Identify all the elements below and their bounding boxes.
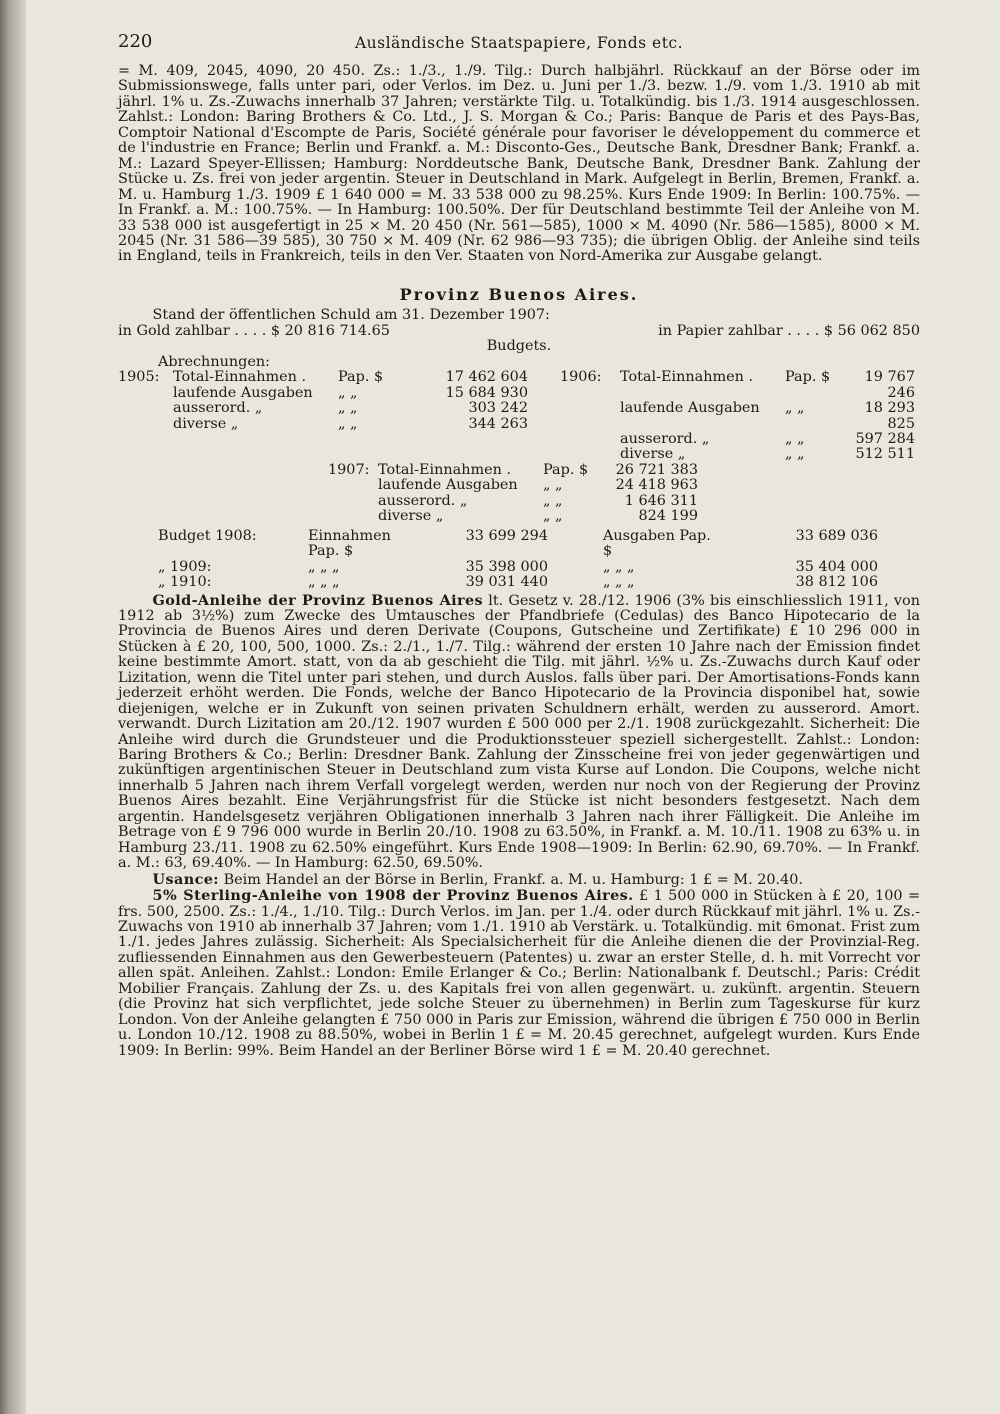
finance-row: diverse „ „ „ 512 511 xyxy=(620,446,915,463)
running-head: Ausländische Staatspapiere, Fonds etc. xyxy=(354,34,684,52)
gold-loan-heading: Gold-Anleihe der Provinz Buenos Aires xyxy=(152,591,484,609)
finance-row: laufende Ausgaben „ „ 24 418 963 xyxy=(378,477,698,494)
finance-1906 xyxy=(560,370,915,463)
debt-paper: in Papier zahlbar . . . . $ 56 062 850 xyxy=(658,322,920,339)
section-title: Provinz Buenos Aires. xyxy=(399,284,639,304)
finance-row: ausserord. „ „ „ 303 242 xyxy=(173,400,528,417)
finance-row: diverse „ „ „ 824 199 xyxy=(378,508,698,525)
usance-heading: Usance: xyxy=(152,870,220,888)
debt-gold: in Gold zahlbar . . . . $ 20 816 714.65 xyxy=(118,322,390,339)
usance-paragraph xyxy=(118,872,920,888)
budget-table xyxy=(158,529,920,591)
finance-row: diverse „ „ „ 344 263 xyxy=(173,415,528,432)
gold-loan-text: lt. Gesetz v. 28./12. 1906 (3% bis einschliesslich 1911, von 1912 ab 3½%) zum Zwecke des Umtausches der Pfandbriefe (Cedulas) des Banco Hipotecario de la Provincia de Buenos Aires und deren Derivate (Coupons, Gutscheine und Zertifikate) £ 10 296 000 in Stücken à £ 20, 100, 500, 1000. Zs.: 2./1., 1./7. Tilg.: während der ersten 10 Jahre nach der Emission findet keine bestimmte Amort. statt, von da ab geschieht die Tilg. mit jährl. ½% u. Zs.-Zuwachs durch Kauf oder Lizitation, wenn die Titel unter pari stehen, und durch Auslos. falls über pari. Der Amortisations-Fonds kann jederzeit erhöht werden. Die Fonds, welche der Banco Hipotecario de la Provincia disponibel hat, sowie diejenigen, welche er in Zukunft von seinen privaten Schuldnern erhält, werden zu ausserord. Amort. verwandt. Durch Lizitation am 20./12. 1907 wurden £ 500 000 per 2./1. 1908 zurückgezahlt. Sicherheit: Die Anleihe wird durch die Grundsteuer und die Produktionssteuer speziell sichergestellt. Zahlst.: London: Baring Brothers & Co.; Berlin: Dresdner Bank. Zahlung der Zinsscheine frei von jeder gegenwärtigen und zukünftigen argentinischen Steuer in Deutschland zum vista Kurse auf London. Die Coupons, welche nicht innerhalb 5 Jahren nach ihrem Verfall vorgelegt werden, werden nur noch von der Regierung der Provinz Buenos Aires bezahlt. Eine Verjährungsfrist für die Stücke ist nicht besonders festgesetzt. Nach dem argentin. Handelsgesetz verjähren Obligationen innerhalb 3 Jahren nach ihrer Fälligkeit. Die Anleihe im Betrage von £ 9 796 000 wurde in Berlin 20./10. 1908 zu 63.50%, in Frankf. a. M. 10./11. 1908 zu 63% u. in Hamburg 23./11. 1908 zu 62.50% eingeführt. Kurs Ende 1908—1909: In Berlin: 62.90, 69.70%. — In Frankf. a. M.: 63, 69.40%. — In Hamburg: 62.50, 69.50%. xyxy=(118,592,920,872)
sterling-loan-heading: 5% Sterling-Anleihe von 1908 der Provinz Buenos Aires. xyxy=(152,887,634,905)
gold-loan-paragraph xyxy=(118,593,920,872)
finance-row: 1906: Total-Einnahmen . Pap. $ 19 767 246 xyxy=(560,369,915,401)
budget-row: Budget 1908: Einnahmen Pap. $ 33 699 294 Ausgaben Pap. $ 33 689 036 xyxy=(158,527,878,560)
sterling-loan-paragraph xyxy=(118,888,920,1059)
page-header xyxy=(118,30,920,64)
finance-row: laufende Ausgaben „ „ 18 293 825 xyxy=(620,400,915,432)
finance-row: Total-Einnahmen . Pap. $ 17 462 604 xyxy=(173,369,528,386)
abrechnungen-label: Abrechnungen: xyxy=(158,353,270,370)
sterling-loan-text: £ 1 500 000 in Stücken à £ 20, 100 = frs. 500, 2500. Zs.: 1./4., 1./10. Tilg.: Durch Verlos. im Jan. per 1./4. oder durch Rückkauf mit jährl. 1% u. Zs.-Zuwachs von 1910 ab innerhalb 37 Jahren; vom 1./1. 1910 ab Verstärk. u. Totalkündig. mit 6monat. Frist zum 1./1. jedes Jahres zulässig. Sicherheit: Als Specialsicherheit für die Anleihe dienen die der Provinzial-Reg. zufliessenden Einnahmen aus den Gewerbesteuern (Patentes) u. zwar an erster Stelle, d. h. mit Vorrecht vor allen spät. Anleihen. Zahlst.: London: Emile Erlanger & Co.; Berlin: Nationalbank f. Deutschl.; Paris: Crédit Mobilier Français. Zahlung der Zs. u. des Kapitals frei von allen gegenwärt. u. zukünft. argentin. Steuern (die Provinz hat sich verpflichtet, jede solche Steuer zu übernehmen) in Berlin zum Tageskurse für kurz London. Von der Anleihe gelangten £ 750 000 in Paris zur Emission, während die übrigen £ 750 000 in Berlin u. London 10./12. 1908 zu 88.50%, wobei in Berlin 1 £ = M. 20.45 gerechnet, aufgelegt wurden. Kurs Ende 1909: In Berlin: 99%. Beim Handel an der Berliner Börse wird 1 £ = M. 20.40 gerechnet. xyxy=(118,888,921,1059)
budgets-label: Budgets. xyxy=(486,338,552,355)
finance-table-1907 xyxy=(328,463,708,525)
year-1905: 1905: xyxy=(118,369,160,386)
finance-table-1905-1906 xyxy=(118,370,920,463)
page xyxy=(118,30,920,1059)
book-spine-shadow xyxy=(0,0,26,1414)
debt-status-line: Stand der öffentlichen Schuld am 31. Dezember 1907: xyxy=(152,307,550,324)
finance-row: ausserord. „ „ „ 1 646 311 xyxy=(378,492,698,509)
page-number: 220 xyxy=(118,31,153,52)
finance-1905 xyxy=(173,370,528,432)
debt-status-values xyxy=(118,324,920,339)
finance-row: 1907: Total-Einnahmen . Pap. $ 26 721 383 xyxy=(328,461,698,478)
finance-row: laufende Ausgaben „ „ 15 684 930 xyxy=(173,384,528,401)
intro-paragraph: = M. 409, 2045, 4090, 20 450. Zs.: 1./3., 1./9. Tilg.: Durch halbjährl. Rückkauf an der Börse oder im Submissionswege, falls unter pari, oder Verlos. im Dez. u. Juni per 1./3. bezw. 1./9. vom 1./3. 1910 ab mit jährl. 1% u. Zs.-Zuwachs innerhalb 37 Jahren; verstärkte Tilg. u. Totalkündig. bis 1./3. 1914 ausgeschlossen. Zahlst.: London: Baring Brothers & Co. Ltd., J. S. Morgan & Co.; Paris: Banque de Paris et des Pays-Bas, Comptoir National d'Escompte de Paris, Société générale pour favoriser le développement du commerce et de l'industrie en France; Berlin und Frankf. a. M.: Disconto-Ges., Deutsche Bank, Dresdner Bank; Frankf. a. M.: Lazard Speyer-Ellissen; Hamburg: Norddeutsche Bank, Deutsche Bank, Dresdner Bank. Zahlung der Stücke u. Zs. frei von jeder argentin. Steuer in Deutschland in Mark. Aufgelegt in Berlin, Bremen, Frankf. a. M. u. Hamburg 1./3. 1909 £ 1 640 000 = M. 33 538 000 zu 98.25%. Kurs Ende 1909: In Berlin: 100.75%. — In Frankf. a. M.: 100.75%. — In Hamburg: 100.50%. Der für Deutschland bestimmte Teil der Anleihe von M. 33 538 000 ist ausgefertigt in 25 × M. 20 450 (Nr. 561—585), 1000 × M. 4090 (Nr. 586—1585), 8000 × M. 2045 (Nr. 31 586—39 585), 30 750 × M. 409 (Nr. 62 986—93 735); die übrigen Oblig. der Anleihe sind teils in England, teils in Frankreich, teils in den Ver. Staaten von Nord-Amerika zur Ausgabe gelangt. xyxy=(118,63,920,265)
budget-row: „ 1909: „ „ „ 35 398 000 „ „ „ 35 404 000 xyxy=(158,558,878,575)
usance-text: Beim Handel an der Börse in Berlin, Frankf. a. M. u. Hamburg: 1 £ = M. 20.40. xyxy=(223,871,803,888)
budget-row: „ 1910: „ „ „ 39 031 440 „ „ „ 38 812 106 xyxy=(158,574,878,591)
finance-row: ausserord. „ „ „ 597 284 xyxy=(620,430,915,447)
